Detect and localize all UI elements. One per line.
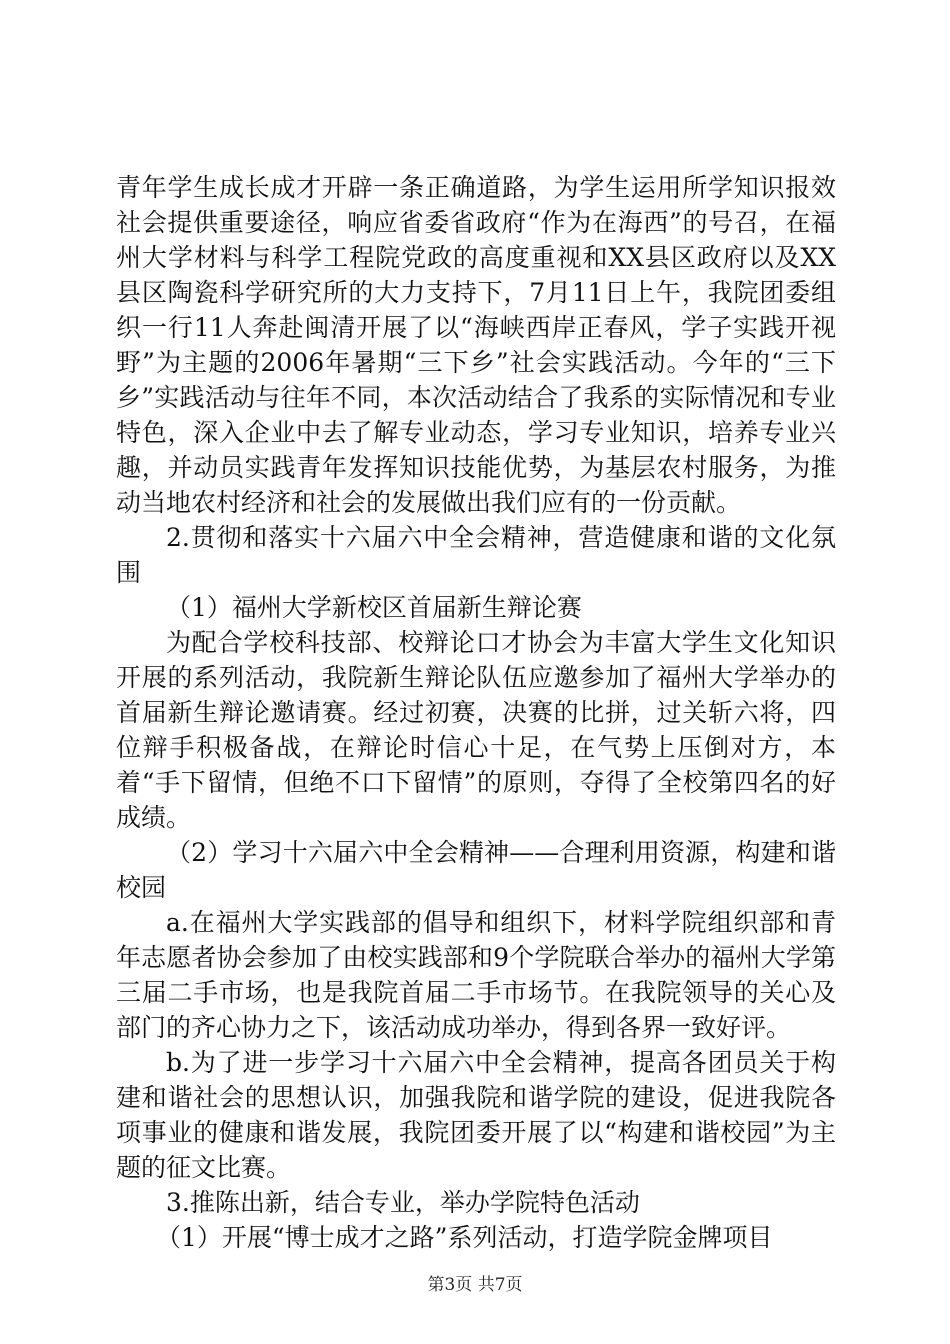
subheading-2: （2）学习十六届六中全会精神——合理利用资源，构建和谐校园: [116, 838, 836, 902]
paragraph-a: a.在福州大学实践部的倡导和组织下，材料学院组织部和青年志愿者协会参加了由校实践部和9个学院联合举办的福州大学第三届二手市场，也是我院首届二手市场节。在我院领导的关心及部门的齐心协力之下，该活动成功举办，得到各界一致好评。: [116, 908, 836, 1042]
paragraph-debate: 为配合学校科技部、校辩论口才协会为丰富大学生文化知识开展的系列活动，我院新生辩论队伍应邀参加了福州大学举办的首届新生辩论邀请赛。经过初赛，决赛的比拼，过关斩六将，四位辩手积极备战，在辩论时信心十足，在气势上压倒对方，本着“手下留情，但绝不口下留情”的原则，夺得了全校第四名的好成绩。: [116, 628, 836, 832]
paragraph-b: b.为了进一步学习十六届六中全会精神，提高各团员关于构建和谐社会的思想认识，加强我院和谐学院的建设，促进我院各项事业的健康和谐发展，我院团委开展了以“构建和谐校园”为主题的征文比赛。: [116, 1048, 836, 1182]
section-heading-2: 2.贯彻和落实十六届六中全会精神，营造健康和谐的文化氛围: [116, 523, 836, 587]
page-footer: 第3页 共7页: [427, 1275, 523, 1295]
body-text: [116, 170, 836, 1255]
section-heading-3: 3.推陈出新，结合专业，举办学院特色活动: [166, 1188, 640, 1217]
subheading-3-1: （1）开展“博士成才之路”系列活动，打造学院金牌项目: [156, 1223, 773, 1252]
paragraph-continuation: 青年学生成长成才开辟一条正确道路，为学生运用所学知识报效社会提供重要途径，响应省委省政府“作为在海西”的号召，在福州大学材料与科学工程院党政的高度重视和XX县区政府以及XX县区陶瓷科学研究所的大力支持下，7月11日上午，我院团委组织一行11人奔赴闽清开展了以“海峡西岸正春风，学子实践开视野”为主题的2006年暑期“三下乡”社会实践活动。今年的“三下乡”实践活动与往年不同，本次活动结合了我系的实际情况和专业特色，深入企业中去了解专业动态，学习专业知识，培养专业兴趣，并动员实践青年发挥知识技能优势，为基层农村服务，为推动当地农村经济和社会的发展做出我们应有的一份贡献。: [116, 173, 836, 517]
subheading-1: （1）福州大学新校区首届新生辩论赛: [166, 593, 582, 622]
